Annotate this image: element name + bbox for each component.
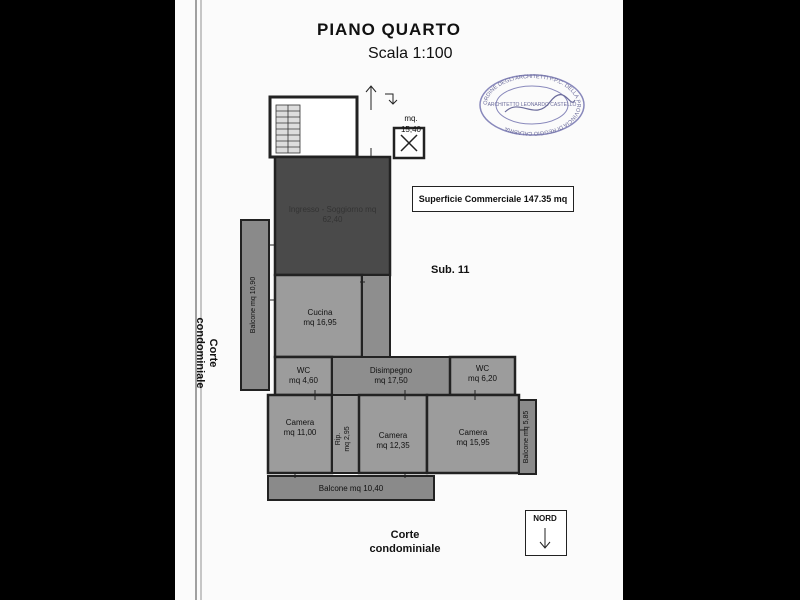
corte-left-line1: Corte: [207, 338, 219, 368]
label-camera-1: [268, 418, 332, 438]
label-balcony-bottom: Balcone mq 10,40: [318, 484, 384, 493]
rip-area: mq 2,95: [344, 426, 351, 452]
camera-3-area: mq 15,95: [456, 438, 490, 447]
wc-right-name: WC: [475, 364, 490, 373]
corte-bottom-line2: condominiale: [369, 543, 441, 555]
stamp-center-text: ARCHITETTO LEONARDO CASTELLO: [487, 102, 577, 108]
label-wc-left: [275, 366, 332, 386]
rip-name: Rip.: [335, 432, 342, 446]
label-ingresso: Ingresso - Soggiorno mq 62,40: [288, 205, 377, 224]
label-wc-right: [450, 364, 515, 384]
plan-scale: Scala 1:100: [368, 45, 453, 62]
disimpegno-name: Disimpegno: [369, 366, 413, 375]
wc-left-name: WC: [296, 366, 311, 375]
landing-label: mq.: [404, 114, 418, 123]
cucina-name: Cucina: [307, 308, 333, 317]
north-arrow-icon: [525, 510, 565, 554]
camera-1-name: Camera: [285, 418, 315, 427]
camera-1-area: mq 11,00: [283, 428, 317, 437]
corte-left-line2: condominiale: [194, 317, 206, 389]
plan-title: PIANO QUARTO: [317, 20, 461, 39]
label-camera-3: [427, 428, 519, 448]
label-camera-2: [359, 431, 427, 451]
camera-2-name: Camera: [378, 431, 408, 440]
superficie-text: Superficie Commerciale 147.35 mq: [418, 194, 568, 204]
camera-2-area: mq 12,35: [376, 441, 410, 450]
stamp-ring-text: ORDINE DEGLI ARCHITETTI P.P.C. DELLA PROVINCIA DI REGGIO CALABRIA: [482, 73, 582, 137]
disimpegno-area: mq 17,50: [374, 376, 408, 385]
stair-steps: [276, 105, 300, 153]
label-disimpegno: [335, 366, 447, 386]
corte-bottom-line1: Corte: [390, 529, 420, 541]
label-balcony-right: Balcone mq 5,85: [523, 410, 530, 464]
wc-left-area: mq 4,60: [289, 376, 318, 385]
architect-seal-stamp: [475, 72, 589, 138]
landing-area-label: [391, 113, 431, 135]
label-cucina: [285, 308, 355, 328]
north-label: NORD: [533, 514, 557, 523]
label-ripostiglio: [334, 411, 356, 467]
wc-right-area: mq 6,20: [468, 374, 497, 383]
drawing-sheet: [175, 0, 623, 600]
corridor-strip: [362, 275, 390, 357]
corte-left-label: [193, 308, 219, 398]
superficie-box: [412, 186, 574, 212]
label-balcony-left: Balcone mq 10,90: [250, 276, 257, 334]
landing-value: 15,40: [400, 125, 422, 134]
cucina-area: mq 16,95: [303, 318, 337, 327]
camera-3-name: Camera: [458, 428, 488, 437]
sub-number: Sub. 11: [431, 264, 470, 276]
corte-bottom-label: [345, 528, 465, 556]
